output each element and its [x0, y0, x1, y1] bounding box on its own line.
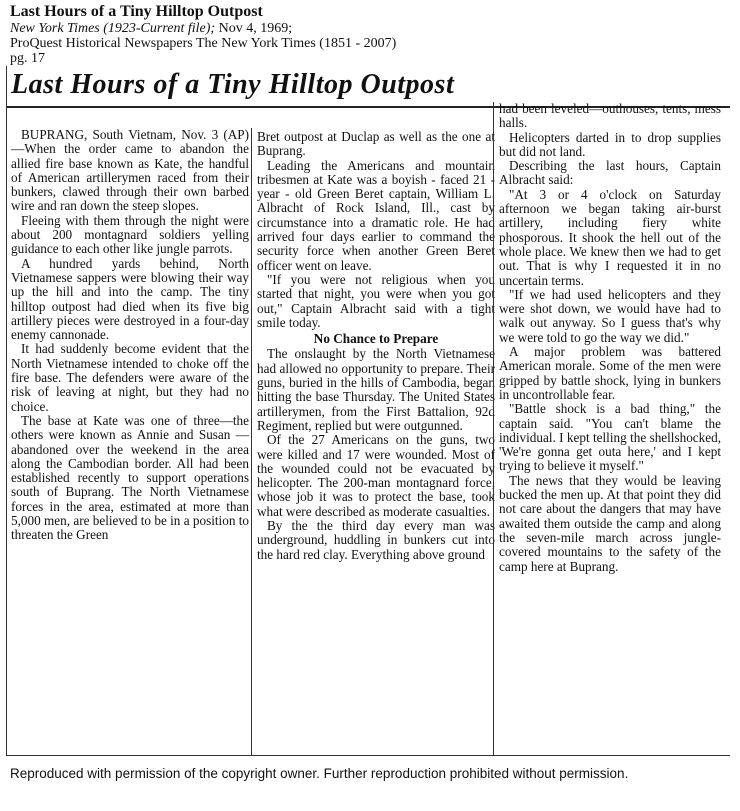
paragraph: A hundred yards behind, North Vietnamese sappers were blowing their way up the hill and into the camp. The tiny hilltop outpost had died when its five big artillery pieces were destroyed in a four-day enemy cannonade.: [11, 255, 249, 343]
source-title: Last Hours of a Tiny Hilltop Outpost: [10, 3, 263, 20]
paragraph: The base at Kate was one of three—the others were known as Annie and Susan — abandoned over the weekend in the area along the Cambodian border. All had been established recently to support operations south of Buprang. The North Vietnamese forces in the area, estimated at more than 5,000 men, are believed to be in a position to threaten the Green: [11, 412, 249, 543]
paragraph: BUPRANG, South Vietnam, Nov. 3 (AP)—When the order came to abandon the allied fire base known as Kate, the handful of American artillerymen raced from their bunkers, clawed through their own barbed wire and ran down the steep slopes.: [11, 127, 249, 214]
paragraph: It had suddenly become evident that the North Vietnamese intended to choke off the fire base. The defenders were aware of the risk of leaving at night, but they had no choice.: [11, 341, 249, 414]
source-header: [10, 2, 730, 66]
source-page: pg. 17: [10, 51, 45, 66]
source-database: ProQuest Historical Newspapers The New York Times (1851 - 2007): [10, 36, 397, 51]
paragraph: Fleeing with them through the night were about 200 montagnard soldiers yelling guidance to each other like jungle parrots.: [11, 212, 249, 257]
paragraph: Of the 27 Americans on the guns, two were killed and 17 were wounded. Most of the wounded could not be evacuated by helicopter. The 200-man montagnard force, whose job it was to protect the base, took what were described as moderate casualties.: [257, 432, 495, 519]
article-headline: Last Hours of a Tiny Hilltop Outpost: [11, 69, 455, 100]
paragraph: "Battle shock is a bad thing," the captain said. "You can't blame the individual. I kept telling the shellshocked, 'We're gonna get outa here,' and I kept trying to believe it myself.": [499, 401, 721, 474]
subheading: No Chance to Prepare: [313, 331, 439, 347]
newspaper-clipping: [6, 66, 730, 756]
column-divider: [493, 102, 494, 756]
paragraph: "If you were not religious when you started that night, you were when you got out," Captain Albracht said with a tight smile today.: [257, 271, 495, 330]
article-column-1: [11, 128, 249, 543]
paragraph: Describing the last hours, Captain Albracht said:: [499, 158, 721, 188]
copyright-footer: Reproduced with permission of the copyright owner. Further reproduction prohibited without permission.: [10, 766, 629, 781]
paragraph-continued: Bret outpost at Duclap as well as the one at Buprang.: [257, 129, 495, 159]
paragraph: The news that they would be leaving bucked the men up. At that point they did not care about the dangers that may have awaited them outside the camp and along the seven-mile march across jungle-covered mountains to the safety of the camp here at Buprang.: [499, 472, 721, 574]
paragraph-continued: had been leveled—outhouses, tents, mess halls.: [499, 101, 721, 131]
paragraph: "If we had used helicopters and they were shot down, we would have had to walk out anyway. So I guess that's why we were told to go the way we did.": [499, 286, 721, 345]
paragraph: By the the third day every man was underground, huddling in bunkers cut into the hard red clay. Everything above ground: [257, 518, 495, 562]
article-column-2: [257, 130, 495, 562]
paragraph: Leading the Americans and mountain tribesmen at Kate was a boyish - faced 21 - year - old Green Beret captain, William L. Albracht of Rock Island, Ill., cast by circumstance into a dramatic role. He had arrived four days earlier to command the security force when another Green Beret officer went on leave.: [257, 157, 495, 273]
paragraph: "At 3 or 4 o'clock on Saturday afternoon we began taking air-burst artillery, including fiery white phosporous. It shook the hell out of the whole place. We knew then we had to get out. That is why I requested it in no uncertain terms.: [499, 186, 721, 288]
publication-date: Nov 4, 1969;: [215, 21, 293, 36]
paragraph: Helicopters darted in to drop supplies but did not land.: [499, 129, 721, 159]
paragraph: The onslaught by the North Vietnamese had allowed no opportunity to prepare. Their guns, buried in the hills of Cambodia, began hitting the base Thursday. The United States artillerymen, from the First Battalion, 92d Regiment, replied but were outgunned.: [257, 346, 495, 433]
article-column-3: [499, 102, 721, 574]
publication-name: New York Times (1923-Current file);: [10, 21, 216, 36]
column-divider: [251, 128, 252, 756]
source-publication-line: [10, 21, 730, 36]
paragraph: A major problem was battered American morale. Some of the men were gripped by battle shock, lying in bunkers in uncontrollable fear.: [499, 344, 721, 402]
